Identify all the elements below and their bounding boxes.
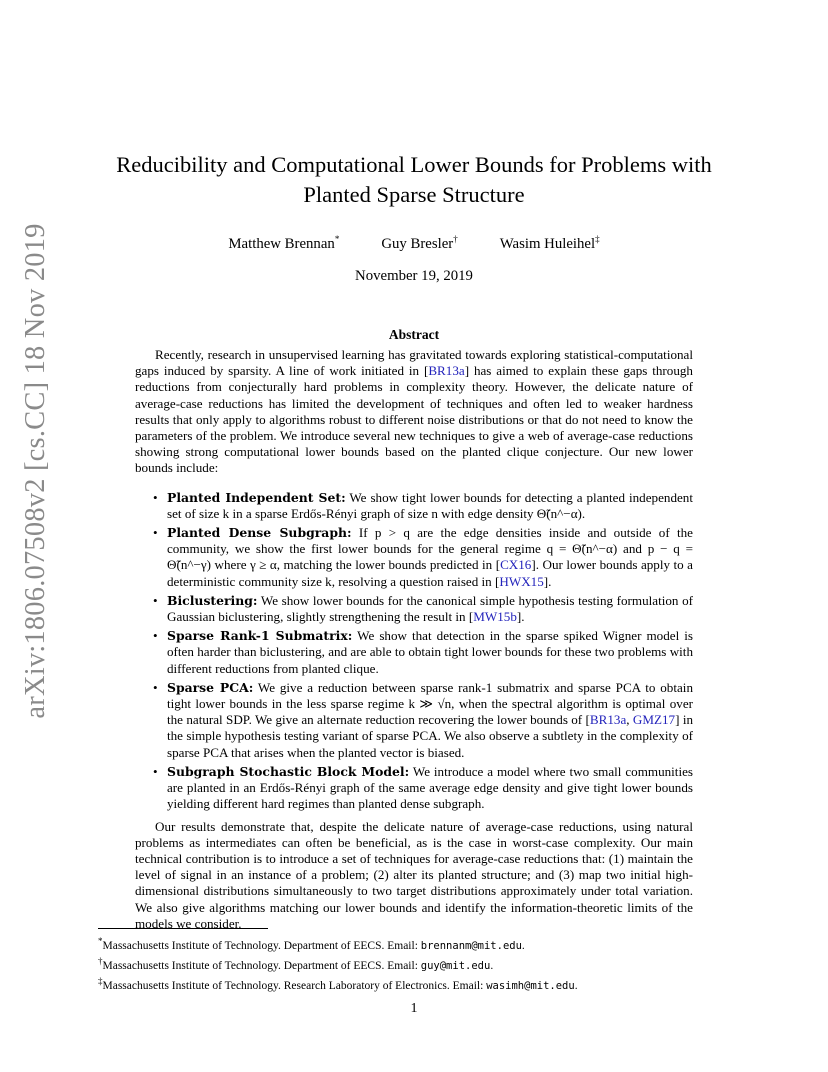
footnote-text: Massachusetts Institute of Technology. Research Laboratory of Electronics. Email: bbox=[102, 979, 487, 992]
author-list bbox=[135, 234, 693, 253]
author-affiliation-mark: * bbox=[334, 234, 340, 244]
author-name: Wasim Huleihel bbox=[499, 235, 596, 252]
contribution-label: Planted Independent Set: bbox=[167, 489, 346, 505]
contribution-item: • Biclustering: We show lower bounds for the canonical simple hypothesis testing formulation of Gaussian biclustering, slightly strengthening the result in [MW15b]. bbox=[153, 592, 693, 625]
abstract-closing-paragraph: Our results demonstrate that, despite the delicate nature of average-case reductions, using natural problems as intermediates can often be beneficial, as is the case in worst-case complexity. Our main technical contribution is to introduce a set of techniques for average-case reductions that: (1) maintain the level of signal in an instance of a problem; (2) alter its planted structure; and (3) map two initial high-dimensional distributions simultaneously to two target distributions approximately under total variation. We also give algorithms matching our lower bounds and identify the information-theoretic limits of the models we consider. bbox=[135, 818, 693, 931]
author-name: Guy Bresler bbox=[381, 235, 454, 252]
contribution-text: . bbox=[548, 573, 552, 589]
abstract-body bbox=[135, 347, 693, 932]
citation-link[interactable]: BR13a bbox=[589, 712, 627, 728]
citation-link[interactable]: BR13a bbox=[428, 363, 465, 379]
bullet-icon: • bbox=[153, 525, 158, 541]
contribution-text: We give a reduction between sparse rank-1 submatrix and sparse PCA to obtain tight lower bounds in the less sparse regime k ≫ √n, when the spectral algorithm is optimal over the natural SDP. We give an alternate reduction recovering the lower bounds of bbox=[167, 679, 693, 728]
contribution-text: We show lower bounds for the canonical simple hypothesis testing formulation of Gaussian biclustering, slightly strengthening the result in bbox=[167, 592, 693, 625]
contribution-label: Subgraph Stochastic Block Model: bbox=[167, 763, 410, 779]
author-affiliation-mark: ‡ bbox=[595, 234, 600, 244]
contribution-item bbox=[153, 490, 693, 522]
author-affiliation-mark: † bbox=[453, 234, 458, 244]
citation-separator: , bbox=[626, 712, 633, 728]
footnote-item bbox=[98, 954, 698, 974]
citation-link[interactable]: HWX15 bbox=[499, 573, 544, 589]
paper-title: Reducibility and Computational Lower Bounds for Problems with Planted Sparse Structure bbox=[116, 152, 712, 207]
citation-link[interactable]: MW15b bbox=[473, 609, 517, 625]
contribution-text: . bbox=[521, 609, 525, 625]
author-item bbox=[228, 234, 339, 253]
author-item bbox=[381, 234, 457, 253]
contribution-item: • Planted Dense Subgraph: If p > q are the edge densities inside and outside of the community, we show the first lower bounds for the general regime q = Θ̃(n^−α) and p − q = Θ̃(n^−γ) where γ ≥ α, matching the lower bounds predicted in [CX16]. Our lower bounds apply to a deterministic community size k, resolving a question raised in [HWX15]. bbox=[153, 525, 693, 589]
contribution-label: Sparse PCA: bbox=[167, 679, 254, 695]
arxiv-identifier-stamp bbox=[20, 223, 51, 719]
contribution-label: Biclustering: bbox=[167, 592, 258, 608]
footnotes bbox=[98, 928, 698, 993]
arxiv-identifier-text: arXiv:1806.07508v2 [cs.CC] 18 Nov 2019 bbox=[20, 223, 51, 719]
contribution-text: We show that detection in the sparse spiked Wigner model is often harder than biclustering, and are able to obtain tight lower bounds for these two problems with different reductions from planted clique. bbox=[167, 628, 693, 676]
citation-link[interactable]: GMZ17 bbox=[632, 712, 676, 728]
bullet-icon: • bbox=[153, 763, 158, 779]
abstract-text: Recently, research in unsupervised learning has gravitated towards exploring statistical-computational gaps induced by sparsity. A line of work initiated in bbox=[135, 346, 693, 379]
footnote-text: . bbox=[490, 959, 494, 972]
contribution-text: . Our lower bounds apply to a deterministic community size k, resolving a question raised in bbox=[167, 557, 693, 589]
contribution-text: We show tight lower bounds for detecting a planted independent set of size k in a sparse Erdős-Rényi graph of size n with edge density Θ̃(n^−α). bbox=[167, 489, 693, 521]
abstract-heading: Abstract bbox=[388, 326, 440, 342]
publication-date: November 19, 2019 bbox=[355, 267, 473, 284]
footnote-text: . bbox=[574, 979, 578, 992]
contribution-item: • Sparse PCA: We give a reduction between sparse rank-1 submatrix and sparse PCA to obtain tight lower bounds in the less sparse regime k ≫ √n, when the spectral algorithm is optimal over the natural SDP. We give an alternate reduction recovering the lower bounds of [BR13a, GMZ17] in the simple hypothesis testing variant of sparse PCA. We also observe a subtlety in the complexity of sparse PCA that arises when the planted vector is biased. bbox=[153, 679, 693, 760]
bullet-icon: • bbox=[153, 679, 158, 695]
footnote-text: Massachusetts Institute of Technology. Department of EECS. Email: bbox=[102, 959, 421, 972]
footnote-mark: ‡ bbox=[98, 975, 103, 986]
contribution-item bbox=[153, 628, 693, 677]
contribution-label: Planted Dense Subgraph: bbox=[167, 525, 352, 541]
footnote-text: Massachusetts Institute of Technology. Department of EECS. Email: bbox=[102, 939, 421, 952]
footnote-item bbox=[98, 974, 698, 994]
citation-link[interactable]: CX16 bbox=[500, 557, 532, 573]
bullet-icon: • bbox=[153, 628, 158, 644]
contribution-text: in the simple hypothesis testing variant of sparse PCA. We also observe a subtlety in the complexity of sparse PCA that arises when the planted vector is biased. bbox=[167, 712, 693, 760]
paper-first-page bbox=[116, 150, 712, 945]
footnote-mark: † bbox=[98, 955, 103, 966]
footnote-item bbox=[98, 934, 698, 954]
author-name: Matthew Brennan bbox=[228, 235, 335, 252]
abstract-intro-paragraph: Recently, research in unsupervised learning has gravitated towards exploring statistical-computational gaps induced by sparsity. A line of work initiated in [BR13a] has aimed to explain these gaps through reductions from conjecturally hard problems in complexity theory. However, the delicate nature of average-case reductions has limited the development of techniques and often led to weaker hardness results that only apply to algorithms robust to different noise distributions or that do not need to know the parameters of the problem. We introduce several new techniques to give a web of average-case reductions showing strong computational lower bounds based on the planted clique conjecture. Our new lower bounds include: bbox=[135, 346, 693, 476]
bullet-icon: • bbox=[153, 489, 158, 505]
contribution-item bbox=[153, 764, 693, 813]
abstract-text: has aimed to explain these gaps through reductions from conjecturally hard problems in complexity theory. However, the delicate nature of average-case reductions has limited the development of techniques and often led to weaker hardness results that only apply to algorithms robust to different noise distributions or that do not need to know the parameters of the problem. We introduce several new techniques to give a web of average-case reductions showing strong computational lower bounds based on the planted clique conjecture. Our new lower bounds include: bbox=[135, 363, 693, 476]
footnote-divider bbox=[98, 928, 268, 929]
author-item bbox=[500, 234, 600, 253]
footnote-mark: * bbox=[98, 936, 103, 946]
contribution-text: We introduce a model where two small communities are planted in an Erdős-Rényi graph of the same average edge density and give tight lower bounds yielding different hard regimes than planted dense subgraph. bbox=[167, 763, 693, 812]
footnote-text: . bbox=[521, 939, 525, 952]
bullet-icon: • bbox=[153, 592, 158, 608]
page-number: 1 bbox=[410, 1001, 418, 1016]
contribution-text: If p > q are the edge densities inside and outside of the community, we show the first lower bounds for the general regime q = Θ̃(n^−α) and p − q = Θ̃(n^−γ) where γ ≥ α, matching the lower bounds predicted in bbox=[167, 525, 693, 573]
contribution-label: Sparse Rank-1 Submatrix: bbox=[167, 628, 353, 644]
email-address[interactable]: wasimh@mit.edu bbox=[486, 979, 575, 992]
email-address[interactable]: brennanm@mit.edu bbox=[420, 939, 522, 952]
contribution-list bbox=[153, 490, 693, 813]
email-address[interactable]: guy@mit.edu bbox=[420, 959, 491, 972]
